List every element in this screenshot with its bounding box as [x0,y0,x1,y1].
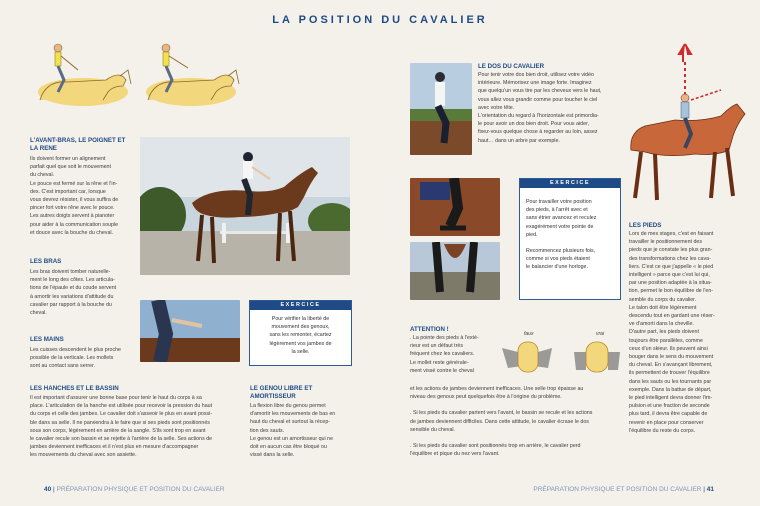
knee-photo [140,300,240,362]
exercise-box-body: Pour travailler votre position des pieds, à l'arrêt avec et sans étrier avancez et reculez exagérément votre pointe de pied. Recommencez plusieurs fois, comme si vos pieds étaient le balancier d'une horloge. [526,199,597,271]
section-body-attention-top: . La pointe des pieds à l'exté- rieur est un défaut très fréquent chez les cavaliers. Le mollet reste générale- ment vissé contre le cheval [410,335,479,374]
section-body-attention-wide: et les actions de jambes deviennent inefficaces. Une selle trop épaisse au niveau des genoux peut quelquefois être à l'origine du problème. . Si les pieds du cavalier partent vers l'avant, le bassin se recule et les actions de jambes deviennent difficiles. Dans cette attitude, le cavalier écrase le dos sensible du cheval. . Si les pieds du cavalier sont positionnés trop en arrière, le cavalier perd l'équilibre et pique du nez vers l'avant. [410,386,593,458]
footer-left: 40 | PRÉPARATION PHYSIQUE ET POSITION DU CAVALIER [44,486,225,493]
rider-alignment-sketch [625,40,750,205]
footer-right: PRÉPARATION PHYSIQUE ET POSITION DU CAVALIER | 41 [533,486,714,493]
sketch-2 [146,44,239,106]
feet-rear-view-photo [410,242,500,300]
section-body-hanches: Il est important d'assurer une bonne base pour tenir le haut du corps à sa place. L'articulation de la hanche est utilisée pour recevoir la pression du haut du corps et celle des jambes. Le cavalier doit s'asseoir le plus en avant possi- ble dans sa selle. Il ne parviendra à le faire que si ses pieds sont positionnés sous son corps, légèrement en arrière de la sangle. S'ils sont trop en avant le cavalier recule son bassin et se rejette à l'arrière de la selle. Ses actions de jambes deviennent inefficaces et il n'est plus en mesure d'accompagner les mouvements du cheval avec son assiette. [30,395,213,459]
feet-faux [502,342,552,372]
section-heading-avant-bras: L'AVANT-BRAS, LE POIGNET ET LA RENE [30,137,126,152]
section-body-avant-bras: Ils doivent former un alignement parfait quel que soit le mouvement du cheval. Le pouce est fermé sur la rêne et l'in- dex. C'est important car, lorsque vous devrez résister, il vous suffira de pincer fort votre rêne avec le pouce. Les autres doigts servent à pianoter pour aider à la communication souple et douce avec la bouche du cheval. [30,156,119,236]
section-heading-mains: LES MAINS [30,336,64,343]
section-heading-attention: ATTENTION ! [410,326,449,333]
section-heading-genou: LE GENOU LIBRE ET AMORTISSEUR [250,385,313,400]
section-body-dos: Pour tenir votre dos bien droit, utilisez votre vidéo intérieure. Mémorisez une image forte. Imaginez que quelqu'un vous tire par les cheveux vers le haut, vous allez vous grandir comme pour toucher le ciel avec votre tête. L'orientation du regard à l'horizontale est primordia- le pour avoir un dos bien droit. Pour vous aider, fixez-vous quelque chose à regarder au loin, assez haut… dans un arbre par exemple. [478,72,602,144]
section-body-mains: Les cuisses descendent le plus proche possible de la verticale. Les mollets sont au contact sans serrer. [30,347,121,370]
section-heading-pieds: LES PIEDS [629,222,662,229]
footer-section-right: PRÉPARATION PHYSIQUE ET POSITION DU CAVALIER [533,486,702,493]
section-heading-hanches: LES HANCHES ET LE BASSIN [30,385,119,392]
rider-back-photo [410,63,472,155]
section-heading-bras: LES BRAS [30,258,62,265]
label-vrai: vrai [596,331,605,337]
exercise-box-title: EXERCICE [250,301,351,310]
footer-section-left: PRÉPARATION PHYSIQUE ET POSITION DU CAVALIER [56,486,225,493]
exercise-box-title: EXERCICE [520,179,620,188]
exercise-box-knees [249,300,352,366]
rider-on-horse-photo [140,137,350,275]
feet-faux-vrai-illustration [498,330,623,378]
exercise-box-body: Pour vérifier la liberté de mouvement des genoux, sans les remonter, écartez légèrement vos jambes de la selle. [269,316,332,355]
page-number-right: 41 [706,486,714,493]
page-title: LA POSITION DU CAVALIER [272,14,488,26]
page-number-left: 40 [44,486,52,493]
sketch-1 [38,44,131,106]
label-faux: faux [524,331,534,337]
section-body-pieds: Lors de mes stages, c'est en faisant travailler le positionnement des pieds que je constate les plus gran- des transformations chez les cava- liers. C'est ce que j'appelle « le pied intelligent » parce que c'est lui qui, par une position adaptée à la situa- tion, permet le bon équilibre de l'en- semble du corps du cavalier. Le talon doit être légèrement descendu tout en gardant une réser- ve d'amorti dans la cheville. D'autre part, les pieds doivent toujours être parallèles, comme ceux d'un skieur. Ils peuvent ainsi bouger dans le sens du mouvement du cheval. En s'avançant librement, ils permettent de trouver l'équilibre dans les sauts ou les tournants par exemple. Dans la battue de départ, le pied intelligent devra donner l'im- pulsion et une fraction de seconde plus tard, il devra être capable de revenir en place pour conserver l'équilibre du reste du corps. [629,231,715,434]
exercise-box-feet [519,178,621,300]
feet-vrai [574,342,620,372]
foot-stirrup-photo [410,178,500,236]
section-body-genou: La flexion libre du genou permet d'amortir les mouvements de bas en haut du cheval et surtout la récep- tion des sauts. Le genou est un amortisseur qui ne doit en aucun cas être bloqué ou vissé dans la selle. [250,403,336,459]
section-heading-dos: LE DOS DU CAVALIER [478,63,545,70]
section-body-bras: Les bras doivent tomber naturelle- ment le long des côtes. Les articula- tions de l'épaule et du coude servent à amortir les variations d'attitude du cavalier par rapport à la bouche du cheval. [30,269,117,317]
rider-sketches-illustration [28,40,243,120]
